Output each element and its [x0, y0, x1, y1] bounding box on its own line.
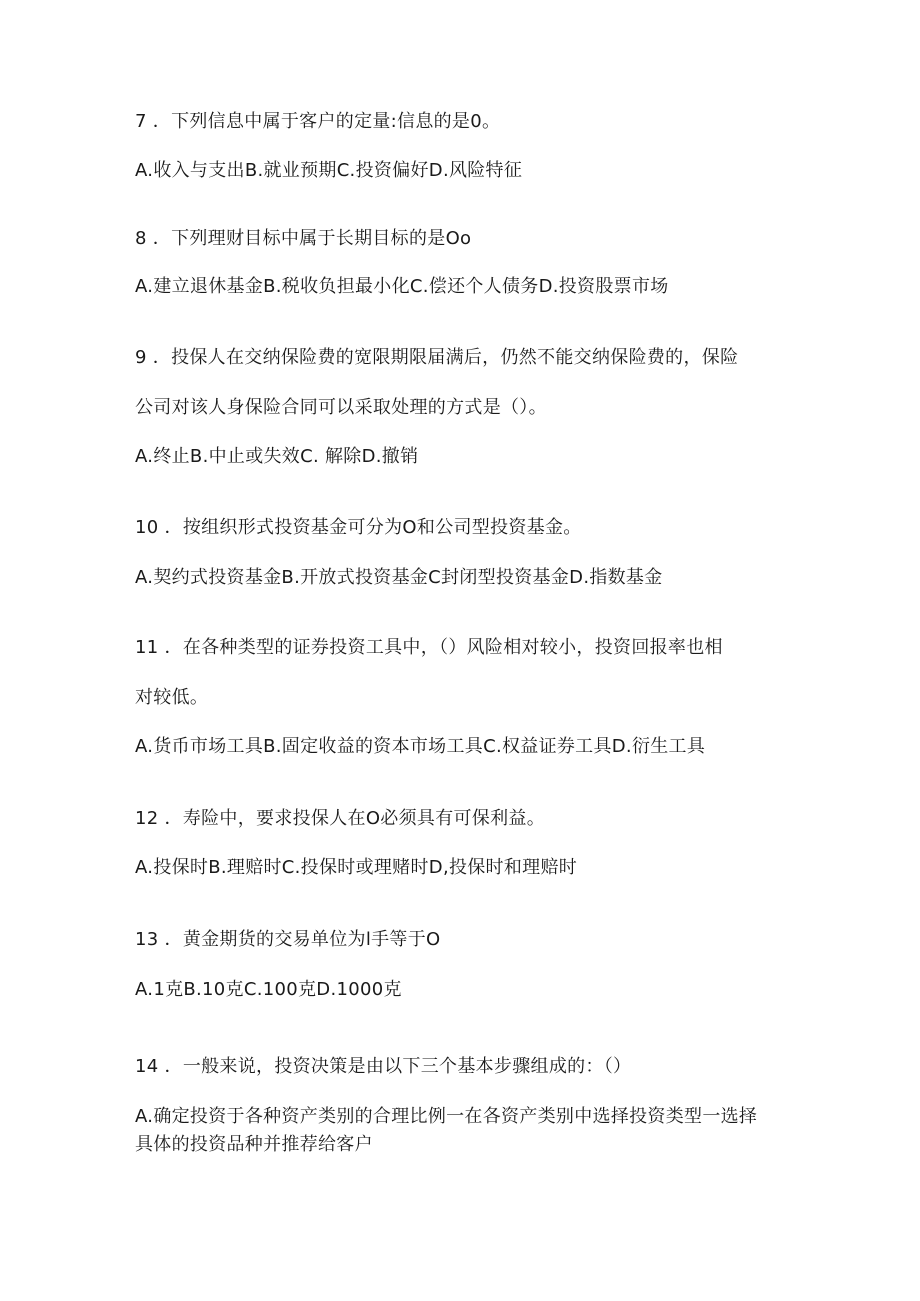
- question-11-stem-line-2: 对较低。: [135, 687, 209, 708]
- question-10-stem: 10 ．按组织形式投资基金可分为O和公司型投资基金。: [135, 517, 582, 538]
- question-10-options: A.契约式投资基金B.开放式投资基金C封闭型投资基金D.指数基金: [135, 567, 663, 588]
- question-8-stem: 8 ．下列理财目标中属于长期目标的是Oo: [135, 228, 472, 249]
- question-9-stem-line-1: 9 ．投保人在交纳保险费的宽限期限届满后，仍然不能交纳保险费的，保险: [135, 347, 739, 368]
- question-9-options: A.终止B.中止或失效C. 解除D.撤销: [135, 446, 419, 467]
- question-11-options: A.货币市场工具B.固定收益的资本市场工具C.权益证券工具D.衍生工具: [135, 736, 706, 757]
- question-12-options: A.投保时B.理赔时C.投保时或理赌时D,投保时和理赔时: [135, 857, 578, 878]
- question-8-options: A.建立退休基金B.税收负担最小化C.偿还个人债务D.投资股票市场: [135, 276, 669, 297]
- question-7-options: A.收入与支出B.就业预期C.投资偏好D.风险特征: [135, 160, 523, 181]
- question-11-stem-line-1: 11 ．在各种类型的证券投资工具中，（）风险相对较小，投资回报率也相: [135, 637, 723, 658]
- question-13-stem: 13 ．黄金期货的交易单位为l手等于O: [135, 929, 441, 950]
- question-14-stem: 14 ．一般来说，投资决策是由以下三个基本步骤组成的：（）: [135, 1056, 632, 1077]
- question-9-stem-line-2: 公司对该人身保险合同可以采取处理的方式是（）。: [135, 397, 547, 418]
- question-12-stem: 12 ．寿险中，要求投保人在O必须具有可保利益。: [135, 808, 545, 829]
- question-13-options: A.1克B.10克C.100克D.1000克: [135, 979, 402, 1000]
- question-7-stem: 7 ．下列信息中属于客户的定量:信息的是0。: [135, 111, 501, 132]
- question-14-options: A.确定投资于各种资产类别的合理比例一在各资产类别中选择投资类型一选择具体的投资品种并推荐给客户: [135, 1106, 758, 1155]
